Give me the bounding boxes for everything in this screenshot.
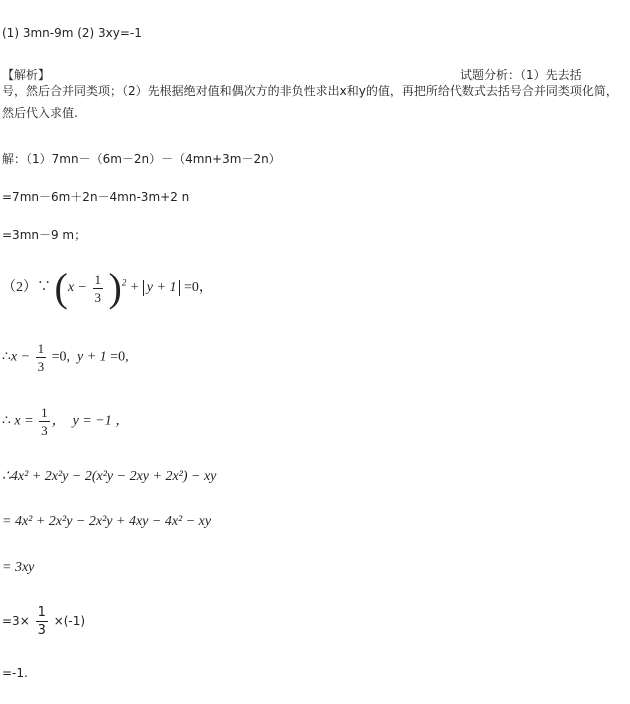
solution-line-3: =3mn－9 m； (2, 228, 87, 242)
line10-prefix: =3× (2, 614, 30, 628)
line4-suffix: =0， (183, 280, 213, 296)
left-paren: ( (54, 265, 68, 310)
answer-line: (1) 3mn-9m (2) 3xy=-1 (2, 26, 142, 40)
solution-line-11: =-1. (2, 666, 28, 680)
line6-prefix: ∴ (2, 413, 11, 429)
absolute-value: y + 1 (143, 280, 181, 296)
line5-tail: =0, (110, 349, 129, 365)
solution-line-1: 解：（1）7mn－（6m－2n）－（4mn+3m－2n） (2, 152, 281, 166)
analysis-text: 号，然后合并同类项；（2）先根据绝对值和偶次方的非负性求出x和y的值，再把所给代数式去括号合并同类项化简，然后代入求值. (2, 84, 618, 120)
line6-x: x = (14, 413, 34, 429)
right-paren: ) (108, 265, 122, 310)
solution-line-5: ∴x − $\frac{1}{3}$ =0, y + 1 =0, (2, 341, 129, 374)
analysis-title: 【解析】 (2, 68, 51, 82)
line6-y: y = −1 (72, 413, 112, 429)
line4-prefix: （2）∵ (2, 280, 51, 296)
solution-line-4: （2）∵ (x − $\frac{1}{3}$ )$^2$ + y + 1 =0， (2, 265, 213, 310)
solution-line-10 (2, 604, 85, 639)
solution-line-9: = 3xy (2, 560, 35, 575)
fraction-1-3-c: $\frac{1}{3}$ (41, 405, 48, 438)
line10-suffix: ×(-1) (53, 614, 86, 628)
solution-line-8: = 4x² + 2x²y − 2x²y + 4xy − 4x² − xy (2, 514, 212, 529)
analysis-head: 试题分析：（1）先去括 (460, 68, 582, 82)
solution-line-7: ∴4x² + 2x²y − 2(x²y − 2xy + 2x²) − xy (2, 469, 217, 484)
fraction-1-3-d: $\frac{1}{3}$ (37, 605, 46, 638)
line5-prefix: ∴ (2, 349, 11, 365)
solution-line-6: ∴ x = $\frac{1}{3}$ ， y = −1 ， (2, 405, 130, 438)
fraction-1-3: $\frac{1}{3}$ (94, 271, 101, 305)
fraction-1-3-b: $\frac{1}{3}$ (37, 341, 45, 374)
line5-mid: =0, (51, 349, 70, 365)
solution-line-2: =7mn－6m＋2n－4mn-3m+2 n (2, 190, 190, 204)
